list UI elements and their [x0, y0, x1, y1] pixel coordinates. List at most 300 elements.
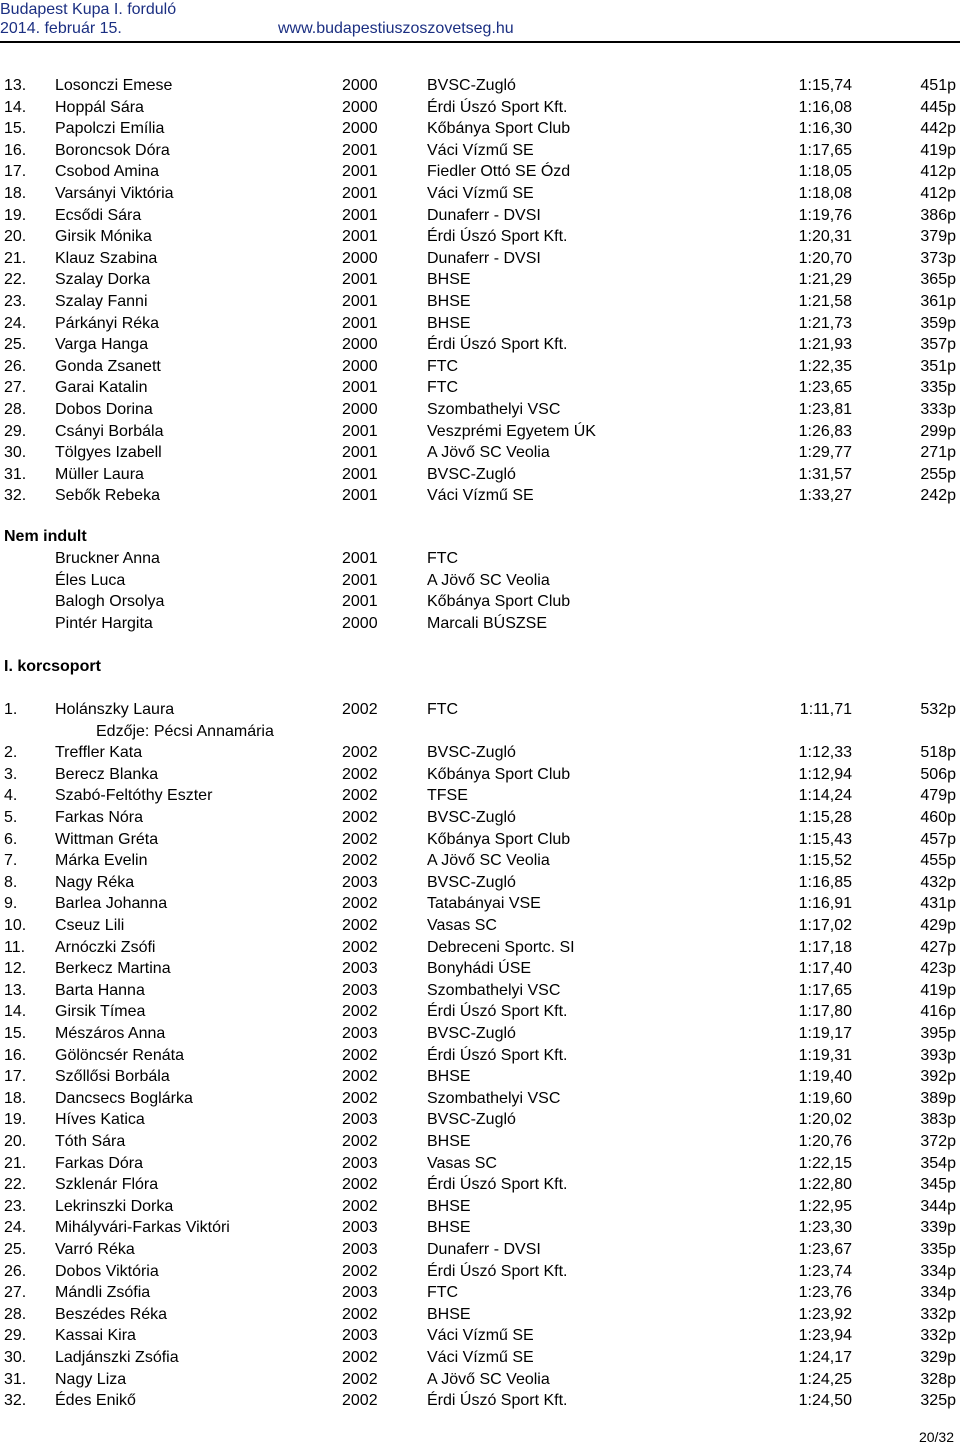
rank-cell: 22. — [4, 271, 27, 289]
result-row — [0, 118, 960, 139]
birth-year-cell: 2002 — [342, 1046, 378, 1064]
club-cell: Érdi Úszó Sport Kft. — [427, 98, 568, 116]
club-cell: Érdi Úszó Sport Kft. — [427, 1046, 568, 1064]
birth-year-cell: 2003 — [342, 1241, 378, 1258]
did-not-start-heading: Nem indult — [4, 528, 87, 545]
points-cell: 361p — [920, 293, 956, 310]
time-cell: 1:19,17 — [798, 1025, 852, 1042]
birth-year-cell: 2000 — [342, 249, 378, 267]
rank-cell: 19. — [4, 206, 27, 224]
birth-year-cell: 2002 — [342, 895, 378, 913]
rank-cell: 17. — [4, 163, 27, 181]
rank-cell: 29. — [4, 422, 27, 440]
result-row — [0, 1066, 960, 1087]
swimmer-name-cell: Holánszky Laura — [55, 701, 175, 718]
result-row — [0, 1174, 960, 1195]
birth-year-cell: 2000 — [342, 336, 378, 354]
competition-date: 2014. február 15. — [0, 20, 122, 37]
points-cell: 412p — [920, 185, 956, 202]
swimmer-name-cell: Hoppál Sára — [55, 98, 144, 116]
points-cell: 383p — [920, 1111, 956, 1129]
time-cell: 1:20,76 — [798, 1133, 852, 1150]
club-cell: BHSE — [427, 1068, 471, 1086]
rank-cell: 12. — [4, 960, 27, 978]
dns-row — [0, 613, 960, 634]
birth-year-cell: 2002 — [342, 1176, 378, 1194]
rank-cell: 20. — [4, 228, 27, 246]
club-cell: Váci Vízmű SE — [427, 1349, 534, 1366]
result-row — [0, 140, 960, 161]
swimmer-name-cell: Márka Evelin — [55, 852, 148, 870]
result-row — [0, 1001, 960, 1022]
result-row — [0, 1282, 960, 1303]
points-cell: 357p — [920, 336, 956, 354]
birth-year-cell: 2000 — [342, 357, 378, 375]
swimmer-name-cell: Szklenár Flóra — [55, 1176, 159, 1194]
rank-cell: 32. — [4, 1392, 27, 1410]
birth-year-cell: 2002 — [342, 1089, 378, 1107]
birth-year-cell: 2000 — [342, 77, 378, 94]
time-cell: 1:23,74 — [798, 1262, 852, 1280]
dns-row — [0, 548, 960, 569]
rank-cell: 20. — [4, 1133, 27, 1150]
time-cell: 1:15,52 — [798, 852, 852, 870]
swimmer-name-cell: Dobos Dorina — [55, 401, 153, 418]
result-row — [0, 893, 960, 914]
points-cell: 389p — [920, 1089, 956, 1107]
points-cell: 457p — [920, 830, 956, 848]
result-row — [0, 1045, 960, 1066]
birth-year-cell: 2001 — [342, 465, 378, 483]
birth-year-cell: 2002 — [342, 1003, 378, 1021]
result-row — [0, 291, 960, 312]
result-row — [0, 377, 960, 398]
swimmer-name-cell: Csobod Amina — [55, 163, 160, 181]
swimmer-name-cell: Szalay Dorka — [55, 271, 151, 289]
club-cell: A Jövő SC Veolia — [427, 571, 550, 589]
rank-cell: 23. — [4, 1197, 27, 1215]
points-cell: 344p — [920, 1197, 956, 1215]
club-cell: BVSC-Zugló — [427, 744, 516, 762]
swimmer-name-cell: Lekrinszki Dorka — [55, 1197, 174, 1215]
rank-cell: 18. — [4, 185, 27, 202]
swimmer-name-cell: Tóth Sára — [55, 1133, 126, 1150]
points-cell: 339p — [920, 1219, 956, 1237]
birth-year-cell: 2002 — [342, 1197, 378, 1215]
points-cell: 359p — [920, 314, 956, 332]
time-cell: 1:17,40 — [798, 960, 852, 978]
swimmer-name-cell: Girsik Mónika — [55, 228, 152, 246]
swimmer-name-cell: Balogh Orsolya — [55, 593, 165, 611]
rank-cell: 10. — [4, 917, 27, 934]
page-number: 20/32 — [918, 1429, 954, 1445]
time-cell: 1:19,31 — [798, 1046, 852, 1064]
time-cell: 1:17,02 — [798, 917, 852, 934]
rank-cell: 17. — [4, 1068, 27, 1086]
club-cell: BVSC-Zugló — [427, 873, 516, 891]
club-cell: Érdi Úszó Sport Kft. — [427, 1003, 568, 1021]
club-cell: Váci Vízmű SE — [427, 487, 534, 505]
club-cell: Kőbánya Sport Club — [427, 765, 571, 783]
birth-year-cell: 2002 — [342, 765, 378, 783]
club-cell: A Jövő SC Veolia — [427, 444, 550, 462]
competition-title: Budapest Kupa I. forduló — [0, 1, 177, 18]
birth-year-cell: 2001 — [342, 444, 378, 462]
points-cell: 432p — [920, 873, 956, 891]
swimmer-name-cell: Papolczi Emília — [55, 120, 165, 138]
club-cell: BVSC-Zugló — [427, 1111, 516, 1129]
swimmer-name-cell: Kassai Kira — [55, 1327, 136, 1345]
club-cell: Érdi Úszó Sport Kft. — [427, 1392, 568, 1410]
points-cell: 255p — [920, 465, 956, 483]
result-row — [0, 1109, 960, 1130]
club-cell: Vasas SC — [427, 917, 497, 934]
swimmer-name-cell: Híves Katica — [55, 1111, 145, 1129]
time-cell: 1:24,50 — [798, 1392, 852, 1410]
club-cell: Debreceni Sportc. SI — [427, 938, 575, 956]
birth-year-cell: 2001 — [342, 185, 378, 202]
points-cell: 299p — [920, 422, 956, 440]
result-row — [0, 356, 960, 377]
club-cell: Dunaferr - DVSI — [427, 1241, 541, 1258]
rank-cell: 6. — [4, 830, 18, 848]
points-cell: 532p — [920, 701, 956, 718]
time-cell: 1:18,08 — [798, 185, 852, 202]
swimmer-name-cell: Müller Laura — [55, 465, 144, 483]
birth-year-cell: 2002 — [342, 830, 378, 848]
swimmer-name-cell: Klauz Szabina — [55, 249, 158, 267]
points-cell: 328p — [920, 1370, 956, 1388]
time-cell: 1:23,81 — [798, 401, 852, 418]
result-row — [0, 1023, 960, 1044]
time-cell: 1:23,67 — [798, 1241, 852, 1258]
birth-year-cell: 2002 — [342, 809, 378, 826]
rank-cell: 18. — [4, 1089, 27, 1107]
birth-year-cell: 2000 — [342, 120, 378, 138]
birth-year-cell: 2002 — [342, 1392, 378, 1410]
swimmer-name-cell: Éles Luca — [55, 571, 126, 589]
birth-year-cell: 2001 — [342, 379, 378, 397]
result-row — [0, 1217, 960, 1238]
rank-cell: 31. — [4, 1370, 27, 1388]
club-cell: Szombathelyi VSC — [427, 401, 561, 418]
result-row — [0, 915, 960, 936]
club-cell: Váci Vízmű SE — [427, 185, 534, 202]
swimmer-name-cell: Beszédes Réka — [55, 1305, 168, 1323]
result-row — [0, 1369, 960, 1390]
result-row — [0, 75, 960, 96]
swimmer-name-cell: Ecsődi Sára — [55, 206, 142, 224]
birth-year-cell: 2001 — [342, 141, 378, 159]
points-cell: 518p — [920, 744, 956, 762]
swimmer-name-cell: Gölöncsér Renáta — [55, 1046, 184, 1064]
time-cell: 1:33,27 — [798, 487, 852, 505]
club-cell: Dunaferr - DVSI — [427, 249, 541, 267]
swimmer-name-cell: Édes Enikő — [55, 1392, 136, 1410]
swimmer-name-cell: Szabó-Feltóthy Eszter — [55, 787, 213, 805]
result-row — [0, 937, 960, 958]
swimmer-name-cell: Mándli Zsófia — [55, 1284, 151, 1302]
rank-cell: 24. — [4, 314, 27, 332]
club-cell: Érdi Úszó Sport Kft. — [427, 228, 568, 246]
rank-cell: 25. — [4, 1241, 27, 1258]
result-row — [0, 1196, 960, 1217]
rank-cell: 14. — [4, 1003, 27, 1021]
rank-cell: 15. — [4, 1025, 27, 1042]
result-row — [0, 807, 960, 828]
swimmer-name-cell: Boroncsok Dóra — [55, 141, 170, 159]
result-row — [0, 1239, 960, 1260]
rank-cell: 13. — [4, 981, 27, 999]
time-cell: 1:20,02 — [798, 1111, 852, 1129]
birth-year-cell: 2003 — [342, 981, 378, 999]
birth-year-cell: 2001 — [342, 293, 378, 310]
result-row — [0, 1131, 960, 1152]
birth-year-cell: 2002 — [342, 917, 378, 934]
time-cell: 1:21,93 — [798, 336, 852, 354]
result-row — [0, 872, 960, 893]
club-cell: Érdi Úszó Sport Kft. — [427, 336, 568, 354]
birth-year-cell: 2002 — [342, 701, 378, 718]
birth-year-cell: 2001 — [342, 571, 378, 589]
points-cell: 335p — [920, 379, 956, 397]
rank-cell: 4. — [4, 787, 18, 805]
time-cell: 1:23,65 — [798, 379, 852, 397]
swimmer-name-cell: Mészáros Anna — [55, 1025, 166, 1042]
time-cell: 1:20,31 — [798, 228, 852, 246]
dns-row — [0, 570, 960, 591]
birth-year-cell: 2002 — [342, 787, 378, 805]
birth-year-cell: 2003 — [342, 960, 378, 978]
club-cell: TFSE — [427, 787, 468, 805]
result-row — [0, 829, 960, 850]
rank-cell: 28. — [4, 1305, 27, 1323]
birth-year-cell: 2001 — [342, 487, 378, 505]
points-cell: 333p — [920, 401, 956, 418]
birth-year-cell: 2001 — [342, 163, 378, 181]
club-cell: BVSC-Zugló — [427, 809, 516, 826]
points-cell: 386p — [920, 206, 956, 224]
rank-cell: 16. — [4, 141, 27, 159]
club-cell: A Jövő SC Veolia — [427, 1370, 550, 1388]
swimmer-name-cell: Pintér Hargita — [55, 614, 153, 632]
birth-year-cell: 2003 — [342, 1025, 378, 1042]
time-cell: 1:16,30 — [798, 120, 852, 138]
time-cell: 1:16,08 — [798, 98, 852, 116]
swimmer-name-cell: Nagy Liza — [55, 1370, 127, 1388]
club-cell: Kőbánya Sport Club — [427, 120, 571, 138]
time-cell: 1:21,73 — [798, 314, 852, 332]
points-cell: 455p — [920, 852, 956, 870]
result-row — [0, 980, 960, 1001]
club-cell: Kőbánya Sport Club — [427, 593, 571, 611]
rank-cell: 2. — [4, 744, 18, 762]
coach-note: Edzője: Pécsi Annamária — [96, 722, 274, 740]
result-row — [0, 161, 960, 182]
rank-cell: 24. — [4, 1219, 27, 1237]
club-cell: BHSE — [427, 314, 471, 332]
birth-year-cell: 2002 — [342, 1133, 378, 1150]
club-cell: Fiedler Ottó SE Ózd — [427, 163, 571, 181]
rank-cell: 13. — [4, 77, 27, 94]
time-cell: 1:29,77 — [798, 444, 852, 462]
result-row — [0, 205, 960, 226]
rank-cell: 5. — [4, 809, 18, 826]
points-cell: 242p — [920, 487, 956, 505]
birth-year-cell: 2001 — [342, 422, 378, 440]
rank-cell: 21. — [4, 1154, 27, 1172]
swimmer-name-cell: Barlea Johanna — [55, 895, 168, 913]
rank-cell: 9. — [4, 895, 18, 913]
swimmer-name-cell: Farkas Dóra — [55, 1154, 144, 1172]
birth-year-cell: 2002 — [342, 1068, 378, 1086]
swimmer-name-cell: Berkecz Martina — [55, 960, 171, 978]
age-group-heading: I. korcsoport — [4, 658, 101, 675]
points-cell: 354p — [920, 1154, 956, 1172]
rank-cell: 16. — [4, 1046, 27, 1064]
result-row — [0, 269, 960, 290]
swimmer-name-cell: Szőllősi Borbála — [55, 1068, 170, 1086]
club-cell: A Jövő SC Veolia — [427, 852, 550, 870]
result-row — [0, 183, 960, 204]
rank-cell: 26. — [4, 1262, 27, 1280]
club-cell: Kőbánya Sport Club — [427, 830, 571, 848]
rank-cell: 1. — [4, 701, 18, 718]
birth-year-cell: 2002 — [342, 852, 378, 870]
club-cell: BVSC-Zugló — [427, 465, 516, 483]
birth-year-cell: 2001 — [342, 206, 378, 224]
swimmer-name-cell: Cseuz Lili — [55, 917, 125, 934]
club-cell: Váci Vízmű SE — [427, 141, 534, 159]
time-cell: 1:17,65 — [798, 981, 852, 999]
birth-year-cell: 2001 — [342, 593, 378, 611]
dns-row — [0, 591, 960, 612]
swimmer-name-cell: Ladjánszki Zsófia — [55, 1349, 179, 1366]
rank-cell: 21. — [4, 249, 27, 267]
time-cell: 1:22,80 — [798, 1176, 852, 1194]
club-cell: BHSE — [427, 1197, 471, 1215]
time-cell: 1:11,71 — [799, 701, 852, 718]
time-cell: 1:17,18 — [798, 938, 852, 956]
rank-cell: 15. — [4, 120, 27, 138]
points-cell: 351p — [920, 357, 956, 375]
club-cell: BHSE — [427, 1305, 471, 1323]
header-divider — [0, 41, 960, 43]
points-cell: 379p — [920, 228, 956, 246]
points-cell: 423p — [920, 960, 956, 978]
website-link[interactable]: www.budapestiuszoszovetseg.hu — [278, 20, 514, 37]
result-row — [0, 464, 960, 485]
swimmer-name-cell: Bruckner Anna — [55, 550, 160, 567]
time-cell: 1:16,91 — [798, 895, 852, 913]
club-cell: Szombathelyi VSC — [427, 1089, 561, 1107]
time-cell: 1:19,60 — [798, 1089, 852, 1107]
club-cell: BHSE — [427, 293, 471, 310]
points-cell: 393p — [920, 1046, 956, 1064]
result-row — [0, 1153, 960, 1174]
points-cell: 373p — [920, 249, 956, 267]
rank-cell: 19. — [4, 1111, 27, 1129]
result-row — [0, 850, 960, 871]
result-row — [0, 699, 960, 720]
birth-year-cell: 2000 — [342, 98, 378, 116]
points-cell: 334p — [920, 1262, 956, 1280]
points-cell: 416p — [920, 1003, 956, 1021]
time-cell: 1:17,80 — [798, 1003, 852, 1021]
result-row — [0, 1304, 960, 1325]
birth-year-cell: 2002 — [342, 1349, 378, 1366]
swimmer-name-cell: Nagy Réka — [55, 873, 135, 891]
result-row — [0, 1088, 960, 1109]
birth-year-cell: 2001 — [342, 228, 378, 246]
birth-year-cell: 2003 — [342, 1284, 378, 1302]
time-cell: 1:15,74 — [798, 77, 852, 94]
points-cell: 431p — [920, 895, 956, 913]
result-row — [0, 485, 960, 506]
points-cell: 419p — [920, 141, 956, 159]
time-cell: 1:15,43 — [798, 830, 852, 848]
birth-year-cell: 2001 — [342, 314, 378, 332]
points-cell: 372p — [920, 1133, 956, 1150]
result-row — [0, 313, 960, 334]
points-cell: 392p — [920, 1068, 956, 1086]
time-cell: 1:24,25 — [798, 1370, 852, 1388]
swimmer-name-cell: Girsik Tímea — [55, 1003, 146, 1021]
points-cell: 325p — [920, 1392, 956, 1410]
swimmer-name-cell: Treffler Kata — [55, 744, 143, 762]
birth-year-cell: 2002 — [342, 744, 378, 762]
page-header — [0, 0, 960, 44]
points-cell: 479p — [920, 787, 956, 805]
club-cell: Marcali BÚSZSE — [427, 614, 548, 632]
result-row — [0, 1347, 960, 1368]
result-row — [0, 442, 960, 463]
rank-cell: 8. — [4, 873, 18, 891]
birth-year-cell: 2003 — [342, 1111, 378, 1129]
time-cell: 1:23,76 — [798, 1284, 852, 1302]
rank-cell: 22. — [4, 1176, 27, 1194]
rank-cell: 7. — [4, 852, 18, 870]
result-row — [0, 421, 960, 442]
swimmer-name-cell: Varga Hanga — [55, 336, 149, 354]
rank-cell: 28. — [4, 401, 27, 418]
points-cell: 412p — [920, 163, 956, 181]
rank-cell: 30. — [4, 1349, 27, 1366]
club-cell: Tatabányai VSE — [427, 895, 541, 913]
rank-cell: 23. — [4, 293, 27, 310]
club-cell: FTC — [427, 701, 459, 718]
club-cell: FTC — [427, 357, 459, 375]
swimmer-name-cell: Dobos Viktória — [55, 1262, 159, 1280]
rank-cell: 31. — [4, 465, 27, 483]
rank-cell: 11. — [4, 938, 26, 956]
swimmer-name-cell: Varró Réka — [55, 1241, 135, 1258]
rank-cell: 3. — [4, 765, 18, 783]
swimmer-name-cell: Wittman Gréta — [55, 830, 159, 848]
points-cell: 334p — [920, 1284, 956, 1302]
time-cell: 1:26,83 — [798, 422, 852, 440]
club-cell: BHSE — [427, 1133, 471, 1150]
result-row — [0, 334, 960, 355]
club-cell: FTC — [427, 1284, 459, 1302]
time-cell: 1:17,65 — [798, 141, 852, 159]
points-cell: 429p — [920, 917, 956, 934]
club-cell: BVSC-Zugló — [427, 77, 516, 94]
result-row — [0, 785, 960, 806]
result-row — [0, 226, 960, 247]
rank-cell: 27. — [4, 379, 27, 397]
birth-year-cell: 2003 — [342, 1327, 378, 1345]
